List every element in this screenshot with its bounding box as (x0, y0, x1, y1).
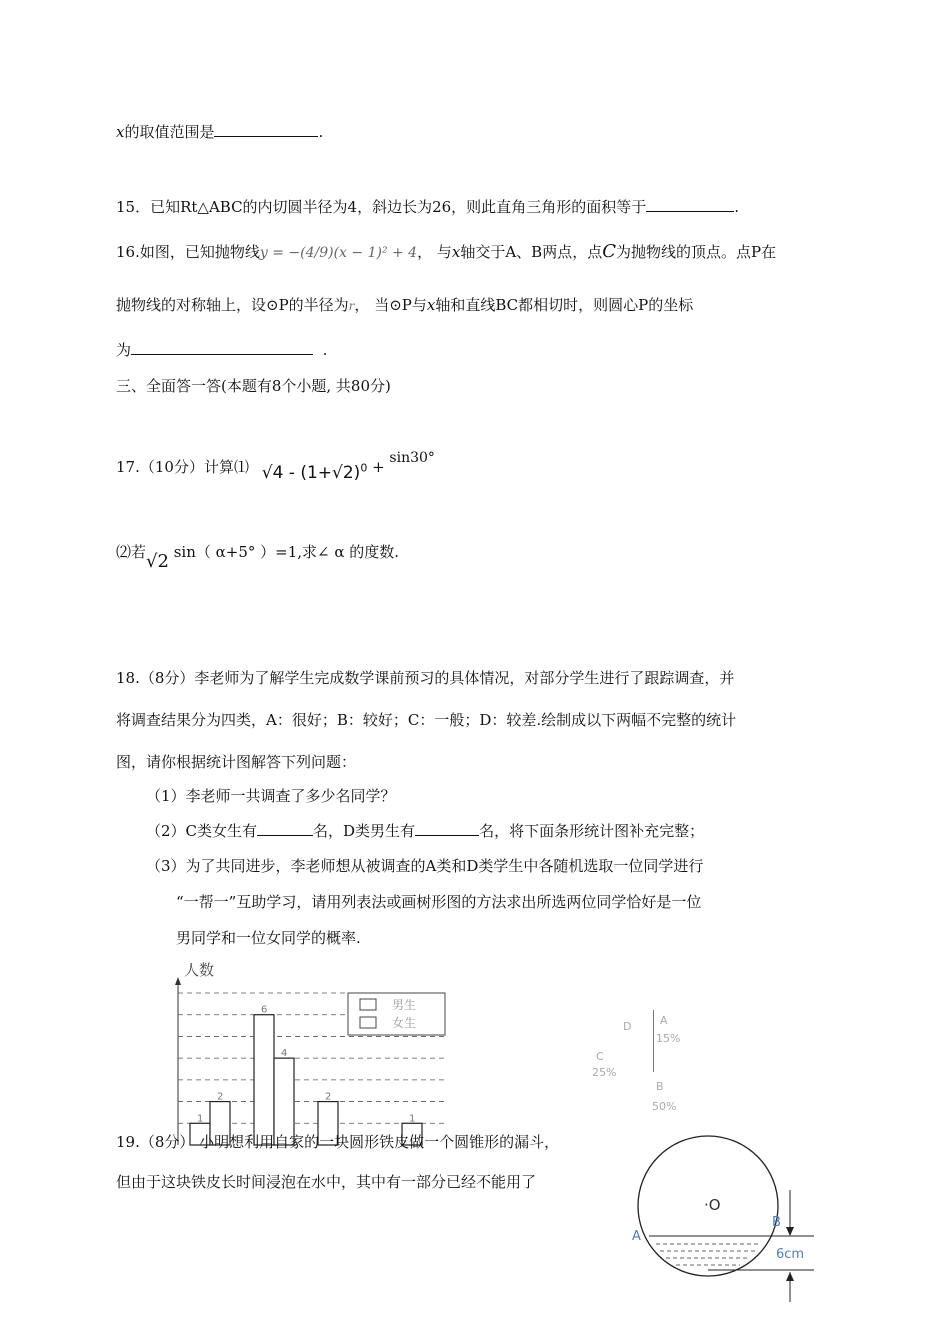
bar-value-label: 4 (281, 1048, 288, 1060)
point-b: B (772, 1215, 781, 1230)
bar-value-label: 1 (197, 1113, 204, 1125)
dimension-6cm: 6cm (776, 1247, 805, 1262)
circle-figure (620, 1130, 820, 1310)
chart-legend (348, 993, 445, 1035)
center-o: ·O (704, 1196, 721, 1214)
parabola-formula: y = −(4/9)(x − 1)² + 4 (259, 245, 418, 261)
question-16-line3: 为 . (116, 341, 328, 359)
bar-B-男生 (254, 1015, 274, 1145)
legend-swatch-female (360, 1017, 376, 1028)
question-16-line2: 抛物线的对称轴上，设⊙P的半径为r， 当⊙P与x轴和直线BC都相切时，则圆心P的坐标 (116, 296, 694, 314)
sqrt2: √2 (146, 551, 169, 572)
bar-value-label: 1 (409, 1113, 416, 1125)
bar-chart (170, 955, 460, 1155)
question-17-part2: ⑵若√2 sin（ α+5° ）=1,求∠ α 的度数. (116, 543, 400, 572)
pie-chart (590, 1010, 700, 1120)
question-17: 17.（10分）计算⑴ $√4 - (1+√2)^0 + ^{sin30^\circ}$ (116, 450, 435, 483)
q14-tail: x的取值范围是 . (116, 123, 324, 141)
legend-label-female: 女生 (392, 1016, 417, 1030)
answer-blank[interactable] (214, 122, 318, 137)
pie-divider (653, 1010, 654, 1072)
answer-blank[interactable] (415, 821, 479, 836)
question-18-line3: 图，请你根据统计图解答下列问题： (116, 753, 357, 771)
legend-swatch-male (360, 999, 376, 1010)
bar-value-label: 2 (325, 1091, 332, 1103)
question-19-line2: 但由于这块铁皮长时间浸泡在水中，其中有一部分已经不能用了 (116, 1173, 537, 1191)
pie-pct-a: 15% (656, 1032, 681, 1045)
question-18-line2: 将调查结果分为四类，A：很好；B：较好；C：一般；D：较差.绘制成以下两幅不完整的统计 (116, 711, 737, 729)
y-axis-label: 人数 (184, 961, 215, 979)
legend-label-male: 男生 (392, 998, 417, 1012)
question-18-line1: 18.（8分）李老师为了解学生完成数学课前预习的具体情况，对部分学生进行了跟踪调查，并 (116, 669, 735, 687)
question-18-sub2: （2）C类女生有 名，D类男生有 名，将下面条形统计图补充完整； (146, 822, 705, 840)
var-x: x (116, 123, 125, 141)
bar-value-label: 2 (217, 1091, 224, 1103)
answer-blank[interactable] (646, 197, 734, 212)
answer-blank[interactable] (131, 340, 313, 355)
pie-label-d: D (623, 1020, 632, 1033)
question-16-line1: 16.如图，已知抛物线y = −(4/9)(x − 1)² + 4， 与x轴交于A、B两点，点C为抛物线的顶点。点P在 (116, 241, 777, 262)
pie-label-b: B (656, 1080, 664, 1093)
bar-value-label: 6 (261, 1004, 268, 1016)
pie-label-c: C (596, 1050, 604, 1063)
calc-expression: $√4 - (1+√2)^0$ (261, 461, 368, 483)
question-18-sub3b: “一帮一”互助学习，请用列表法或画树形图的方法求出所选两位同学恰好是一位 (176, 893, 702, 911)
question-15: 15．已知Rt△ABC的内切圆半径为4，斜边长为26，则此直角三角形的面积等于 . (116, 198, 739, 216)
pie-pct-c: 25% (592, 1066, 617, 1079)
point-a: A (632, 1229, 641, 1244)
pie-label-a: A (660, 1014, 668, 1027)
section-heading: 三、全面答一答(本题有8个小题, 共80分) (116, 377, 391, 395)
question-18-sub3: （3）为了共同进步，李老师想从被调查的A类和D类学生中各随机选取一位同学进行 (146, 857, 704, 875)
question-19-line1: 19.（8分） 小明想利用自家的一块圆形铁皮做一个圆锥形的漏斗， (116, 1133, 560, 1151)
question-18-sub1: （1）李老师一共调查了多少名同学？ (146, 787, 396, 805)
question-18-sub3c: 男同学和一位女同学的概率. (176, 929, 361, 947)
pie-pct-b: 50% (652, 1100, 677, 1113)
answer-blank[interactable] (257, 821, 313, 836)
